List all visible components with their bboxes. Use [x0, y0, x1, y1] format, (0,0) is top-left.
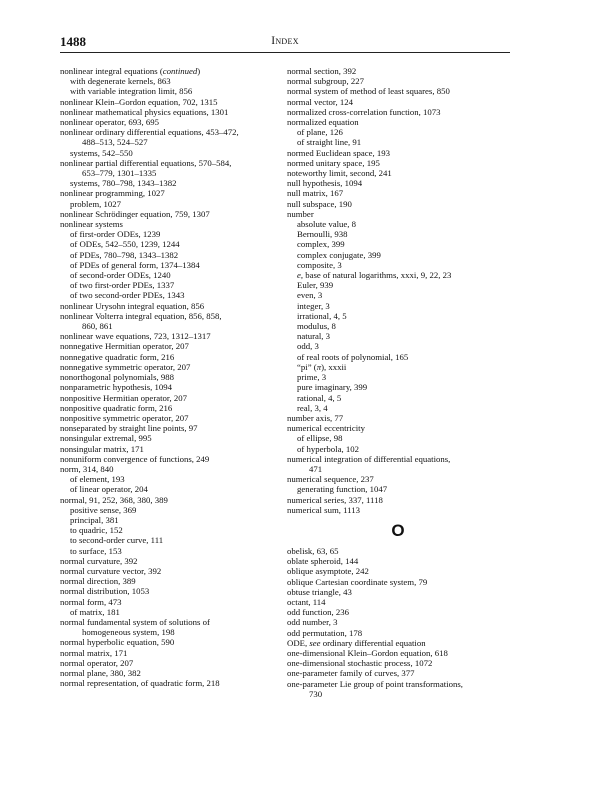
entry-text: nonparametric hypothesis, 1094 [60, 382, 173, 393]
entry-text: , base of natural logarithms, xxxi, 9, 22, 23 [300, 270, 452, 281]
entry-text: of real roots of polynomial, 165 [297, 351, 409, 362]
index-entry-continuation [60, 168, 282, 178]
entry-text: of two second-order PDEs, 1343 [70, 290, 185, 301]
index-entry [287, 188, 509, 198]
entry-italic-text: see [309, 637, 321, 648]
entry-text: normal matrix, 171 [60, 647, 128, 658]
running-title: Index [271, 35, 299, 47]
index-entry-continuation [287, 464, 509, 474]
index-entry [60, 127, 282, 137]
index-entry [60, 382, 282, 392]
entry-text: nonlinear programming, 1027 [60, 188, 165, 199]
index-entry [60, 393, 282, 403]
entry-text: absolute value, 8 [297, 219, 357, 230]
index-entry [60, 311, 282, 321]
entry-text: of hyperbola, 102 [297, 443, 359, 454]
entry-text: normal, 91, 252, 368, 380, 389 [60, 494, 168, 505]
entry-text: of straight line, 91 [297, 137, 362, 148]
index-entry [60, 423, 282, 433]
entry-text: nonlinear wave equations, 723, 1312–1317 [60, 331, 211, 342]
entry-text: of PDEs, 780–798, 1343–1382 [70, 249, 179, 260]
index-entry [60, 188, 282, 198]
index-subentry [287, 229, 509, 239]
entry-text: one-dimensional stochastic process, 1072 [287, 658, 433, 669]
entry-text: nonlinear Urysohn integral equation, 856 [60, 300, 205, 311]
index-subentry [287, 137, 509, 147]
entry-text: normal section, 392 [287, 66, 357, 76]
index-subentry [287, 321, 509, 331]
entry-text: 488–513, 524–527 [82, 137, 148, 148]
entry-text: numerical eccentricity [287, 423, 365, 434]
index-subentry [287, 433, 509, 443]
entry-text: Bernoulli, 938 [297, 229, 348, 240]
index-subentry [60, 484, 282, 494]
index-entry [60, 219, 282, 229]
index-subentry [287, 311, 509, 321]
entry-text: nonuniform convergence of functions, 249 [60, 453, 210, 464]
entry-text: odd permutation, 178 [287, 627, 363, 638]
index-entry [287, 423, 509, 433]
index-entry [60, 617, 282, 627]
entry-text: of element, 193 [70, 474, 125, 485]
index-subentry [60, 515, 282, 525]
index-subentry [287, 382, 509, 392]
entry-text: one-parameter family of curves, 377 [287, 668, 415, 679]
entry-text: “pi” ( [297, 361, 317, 372]
index-entry [287, 587, 509, 597]
entry-text: 730 [309, 688, 323, 699]
index-entry [60, 66, 282, 76]
index-entry-continuation [287, 689, 509, 699]
index-entry [60, 464, 282, 474]
index-subentry [60, 474, 282, 484]
entry-text: normed Euclidean space, 193 [287, 147, 391, 158]
entry-text: nonlinear mathematical physics equations, 1301 [60, 106, 229, 117]
entry-text: nonseparated by straight line points, 97 [60, 423, 198, 434]
index-subentry [60, 270, 282, 280]
entry-text: natural, 3 [297, 331, 331, 342]
index-column-left [60, 66, 282, 688]
index-entry [287, 158, 509, 168]
entry-text-tail: ), xxxii [321, 361, 347, 372]
index-entry [60, 637, 282, 647]
entry-text: to quadric, 152 [70, 525, 123, 536]
entry-text: nonlinear integral equations ( [60, 66, 163, 76]
index-entry [287, 199, 509, 209]
index-subentry [60, 148, 282, 158]
entry-text: systems, 780–798, 1343–1382 [70, 178, 177, 189]
entry-text: nonlinear Klein–Gordon equation, 702, 1315 [60, 96, 218, 107]
entry-text: nonpositive Hermitian operator, 207 [60, 392, 187, 403]
index-entry [287, 505, 509, 515]
entry-text: integer, 3 [297, 300, 330, 311]
index-entry [60, 413, 282, 423]
index-entry [287, 76, 509, 86]
entry-text: normal distribution, 1053 [60, 586, 150, 597]
index-entry [60, 586, 282, 596]
index-subentry [287, 301, 509, 311]
index-entry [287, 474, 509, 484]
entry-text: principal, 381 [70, 514, 119, 525]
index-entry [60, 444, 282, 454]
entry-text: prime, 3 [297, 372, 327, 383]
entry-text: nonlinear partial differential equations, 570–584, [60, 157, 232, 168]
entry-text: numerical integration of differential equations, [287, 453, 451, 464]
entry-text: problem, 1027 [70, 198, 122, 209]
index-subentry [60, 199, 282, 209]
entry-text: normal form, 473 [60, 596, 122, 607]
index-subentry [287, 403, 509, 413]
index-entry [60, 362, 282, 372]
entry-text: nonnegative Hermitian operator, 207 [60, 341, 189, 352]
index-entry [60, 372, 282, 382]
entry-text: normal operator, 207 [60, 657, 134, 668]
entry-text: null hypothesis, 1094 [287, 178, 363, 189]
index-entry [287, 617, 509, 627]
entry-text: complex, 399 [297, 239, 345, 250]
entry-text: number axis, 77 [287, 412, 344, 423]
index-section-n-continued [287, 66, 509, 515]
entry-text: ODE, [287, 637, 310, 648]
entry-text: oblate spheroid, 144 [287, 556, 359, 567]
entry-text-tail: ) [197, 66, 201, 76]
index-entry [60, 352, 282, 362]
entry-text: one-dimensional Klein–Gordon equation, 618 [287, 647, 448, 658]
index-entry [287, 668, 509, 678]
entry-text: norm, 314, 840 [60, 463, 114, 474]
index-subentry [60, 76, 282, 86]
entry-text: numerical sum, 1113 [287, 504, 360, 515]
index-subentry [60, 250, 282, 260]
entry-text: numerical series, 337, 1118 [287, 494, 383, 505]
entry-text: rational, 4, 5 [297, 392, 342, 403]
entry-text: nonlinear Schrödinger equation, 759, 1307 [60, 208, 210, 219]
entry-text: normal hyperbolic equation, 590 [60, 637, 175, 648]
entry-text: odd, 3 [297, 341, 319, 352]
entry-text: obtuse triangle, 43 [287, 586, 352, 597]
index-subentry [60, 280, 282, 290]
entry-text: normalized cross-correlation function, 1073 [287, 106, 441, 117]
index-entry [60, 433, 282, 443]
index-entry [287, 86, 509, 96]
entry-text: normal curvature, 392 [60, 555, 138, 566]
entry-text: nonlinear operator, 693, 695 [60, 117, 160, 128]
index-entry [60, 648, 282, 658]
index-subentry [287, 393, 509, 403]
entry-text: normal direction, 389 [60, 576, 136, 587]
entry-text: nonnegative quadratic form, 216 [60, 351, 175, 362]
index-entry [60, 668, 282, 678]
entry-text: composite, 3 [297, 259, 342, 270]
index-entry [60, 454, 282, 464]
index-entry [60, 341, 282, 351]
index-section-o [287, 546, 509, 699]
index-entry [287, 413, 509, 423]
entry-text: Euler, 939 [297, 280, 334, 291]
entry-text: nonpositive symmetric operator, 207 [60, 412, 189, 423]
index-subentry [287, 372, 509, 382]
index-entry [60, 158, 282, 168]
entry-text: homogeneous system, 198 [82, 627, 175, 638]
index-subentry [60, 505, 282, 515]
entry-text: of plane, 126 [297, 127, 343, 138]
index-subentry [60, 535, 282, 545]
index-entry [287, 556, 509, 566]
index-entry [60, 97, 282, 107]
header-rule [60, 52, 510, 53]
index-subentry [60, 290, 282, 300]
index-entry [60, 566, 282, 576]
index-entry-continuation [60, 627, 282, 637]
index-subentry [60, 607, 282, 617]
index-subentry [287, 127, 509, 137]
index-entry [60, 301, 282, 311]
entry-text: of two first-order PDEs, 1337 [70, 280, 175, 291]
entry-text: of ellipse, 98 [297, 433, 343, 444]
index-entry [287, 209, 509, 219]
entry-text: complex conjugate, 399 [297, 249, 381, 260]
entry-text: to second-order curve, 111 [70, 535, 164, 546]
index-subentry [287, 280, 509, 290]
index-entry [287, 148, 509, 158]
index-subentry [60, 86, 282, 96]
entry-text: nonsingular matrix, 171 [60, 443, 144, 454]
index-subentry [287, 352, 509, 362]
index-subentry [60, 525, 282, 535]
index-subentry [60, 239, 282, 249]
entry-text: pure imaginary, 399 [297, 382, 368, 393]
index-subentry [287, 331, 509, 341]
index-entry [287, 607, 509, 617]
index-subentry [287, 270, 509, 280]
entry-italic-text: continued [162, 66, 198, 76]
index-entry [60, 597, 282, 607]
index-subentry [287, 290, 509, 300]
index-subentry [287, 260, 509, 270]
entry-text: of linear operator, 204 [70, 484, 148, 495]
entry-text: of first-order ODEs, 1239 [70, 229, 161, 240]
section-letter-heading: O [391, 520, 405, 540]
index-entry [60, 556, 282, 566]
entry-text: of matrix, 181 [70, 606, 120, 617]
index-subentry [287, 484, 509, 494]
index-entry [287, 597, 509, 607]
entry-text: generating function, 1047 [297, 484, 388, 495]
index-entry [60, 403, 282, 413]
index-subentry [287, 250, 509, 260]
entry-text: normal curvature vector, 392 [60, 565, 162, 576]
entry-text: null subspace, 190 [287, 198, 352, 209]
index-entry [287, 546, 509, 556]
entry-text: nonnegative symmetric operator, 207 [60, 361, 191, 372]
entry-text: to surface, 153 [70, 545, 122, 556]
index-entry [287, 679, 509, 689]
index-subentry [60, 546, 282, 556]
index-entry-continuation [60, 321, 282, 331]
index-entry [60, 576, 282, 586]
entry-text: modulus, 8 [297, 321, 336, 332]
entry-text: null matrix, 167 [287, 188, 344, 199]
entry-italic-text: e [297, 270, 301, 281]
entry-text-tail: ordinary differential equation [320, 637, 426, 648]
entry-text: real, 3, 4 [297, 402, 328, 413]
index-entry-continuation [60, 137, 282, 147]
entry-text: normal representation, of quadratic form, 218 [60, 678, 220, 689]
index-entry [60, 107, 282, 117]
index-entry [60, 209, 282, 219]
entry-text: nonorthogonal polynomials, 988 [60, 372, 174, 383]
index-entry [287, 577, 509, 587]
index-entry [287, 107, 509, 117]
index-subentry [60, 178, 282, 188]
entry-text: odd number, 3 [287, 617, 338, 628]
entry-text: nonsingular extremal, 995 [60, 433, 152, 444]
entry-text: 860, 861 [82, 321, 113, 332]
running-header [60, 34, 510, 50]
index-entry [287, 97, 509, 107]
entry-text: 653–779, 1301–1335 [82, 168, 157, 179]
index-subentry [287, 444, 509, 454]
index-entry [287, 628, 509, 638]
index-entry [287, 648, 509, 658]
entry-text: normal fundamental system of solutions of [60, 616, 210, 627]
index-entry [287, 178, 509, 188]
index-entry [287, 168, 509, 178]
index-entry [60, 678, 282, 688]
entry-italic-text: π [316, 361, 322, 372]
index-subentry [287, 341, 509, 351]
entry-text: normal plane, 380, 382 [60, 667, 141, 678]
index-entry [287, 454, 509, 464]
index-subentry [287, 219, 509, 229]
index-subentry [60, 229, 282, 239]
entry-text: normalized equation [287, 117, 359, 128]
index-entry [60, 495, 282, 505]
entry-text: with variable integration limit, 856 [70, 86, 193, 97]
entry-text: nonpositive quadratic form, 216 [60, 402, 173, 413]
index-entry [287, 66, 509, 76]
entry-text: even, 3 [297, 290, 323, 301]
index-entry [287, 117, 509, 127]
index-column-right [287, 66, 509, 699]
entry-text: oblique Cartesian coordinate system, 79 [287, 576, 428, 587]
index-entry [287, 658, 509, 668]
index-subentry [287, 239, 509, 249]
entry-text: normed unitary space, 195 [287, 157, 380, 168]
entry-text: octant, 114 [287, 596, 326, 607]
entry-text: normal subgroup, 227 [287, 76, 365, 87]
index-entry [60, 658, 282, 668]
index-entry [60, 117, 282, 127]
entry-text: numerical sequence, 237 [287, 474, 374, 485]
index-entry [287, 495, 509, 505]
entry-text: one-parameter Lie group of point transformations, [287, 678, 463, 689]
entry-text: odd function, 236 [287, 607, 349, 618]
entry-text: number [287, 208, 314, 219]
index-entry [287, 566, 509, 576]
entry-text: of second-order ODEs, 1240 [70, 270, 171, 281]
entry-text: nonlinear systems [60, 219, 123, 230]
entry-text: nonlinear ordinary differential equations, 453–472, [60, 127, 239, 138]
entry-text: of ODEs, 542–550, 1239, 1244 [70, 239, 180, 250]
index-subentry [287, 362, 509, 372]
entry-text: noteworthy limit, second, 241 [287, 168, 392, 179]
entry-text: 471 [309, 463, 323, 474]
entry-text: irrational, 4, 5 [297, 310, 347, 321]
entry-text: obelisk, 63, 65 [287, 545, 339, 556]
entry-text: with degenerate kernels, 863 [70, 76, 171, 87]
entry-text: oblique asymptote, 242 [287, 566, 369, 577]
entry-text: of PDEs of general form, 1374–1384 [70, 259, 200, 270]
index-subentry [60, 260, 282, 270]
entry-text: systems, 542–550 [70, 147, 133, 158]
entry-text: positive sense, 369 [70, 504, 137, 515]
page-number: 1488 [60, 34, 86, 49]
entry-text: nonlinear Volterra integral equation, 856, 858, [60, 310, 222, 321]
entry-text: normal vector, 124 [287, 96, 353, 107]
index-entry [60, 331, 282, 341]
entry-text: normal system of method of least squares, 850 [287, 86, 450, 97]
index-entry [287, 638, 509, 648]
